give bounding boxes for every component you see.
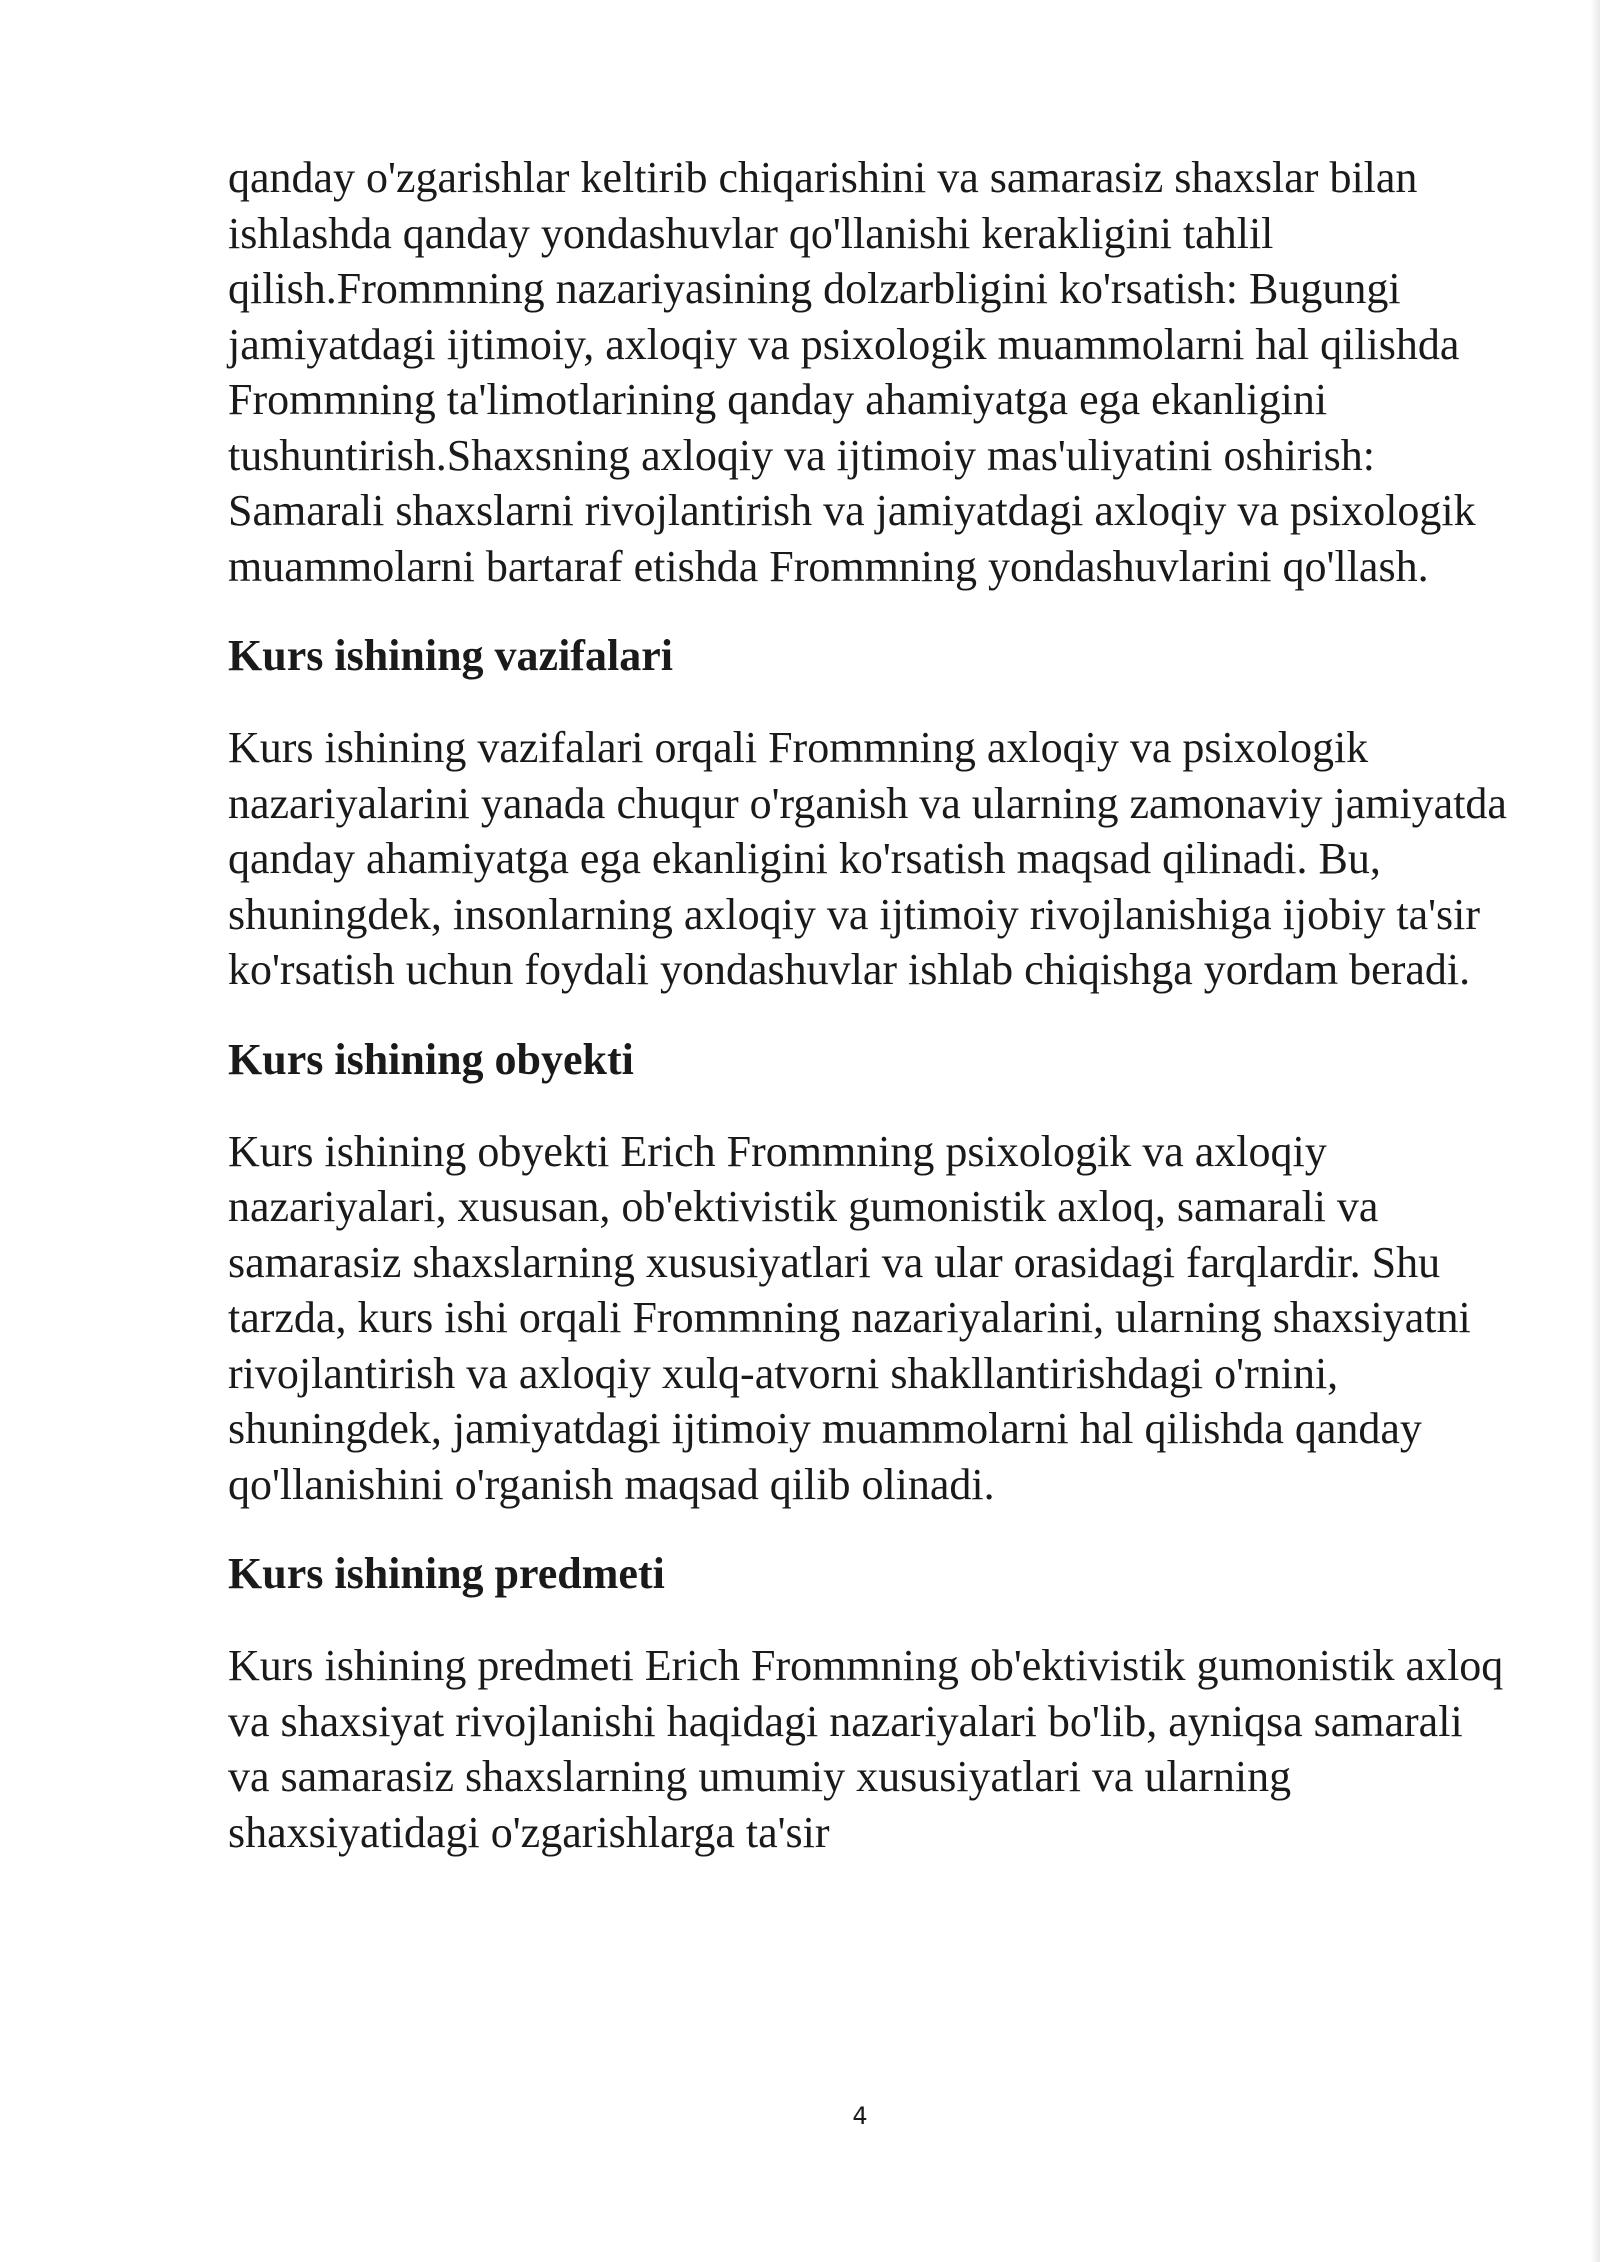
document-body xyxy=(228,150,1508,1860)
page-edge-shadow xyxy=(1590,0,1600,2262)
intro-paragraph: qanday o'zgarishlar keltirib chiqarishini va samarasiz shaxslar bilan ishlashda qanday yondashuvlar qo'llanishi kerakligini tahlil qilish.Frommning nazariyasining dolzarbligini ko'rsatish: Bugungi jamiyatdagi ijtimoiy, axloqiy va psixologik muammolarni hal qilishda Frommning ta'limotlarining qanday ahamiyatga ega ekanligini tushuntirish.Shaxsning axloqiy va ijtimoiy mas'uliyatini oshirish: Samarali shaxslarni rivojlantirish va jamiyatdagi axloqiy va psixologik muammolarni bartaraf etishda Frommning yondashuvlarini qo'llash. xyxy=(228,153,1476,591)
section-heading-vazifalari: Kurs ishining vazifalari xyxy=(228,631,673,680)
page-number: 4 xyxy=(852,2102,868,2130)
section-heading-obyekti: Kurs ishining obyekti xyxy=(228,1034,634,1084)
section-body-vazifalari: Kurs ishining vazifalari orqali Frommning axloqiy va psixologik nazariyalarini yanada chuqur o'rganish va ularning zamonaviy jamiyatda qanday ahamiyatga ega ekanligini ko'rsatish maqsad qilinadi. Bu, shuningdek, insonlarning axloqiy va ijtimoiy rivojlanishiga ijobiy ta'sir ko'rsatish uchun foydali yondashuvlar ishlab chiqishga yordam beradi. xyxy=(228,723,1507,994)
section-body-obyekti: Kurs ishining obyekti Erich Frommning psixologik va axloqiy nazariyalari, xususan, ob'ektivistik gumonistik axloq, samarali va samarasiz shaxslarning xususiyatlari va ular orasidagi farqlardir. Shu tarzda, kurs ishi orqali Frommning nazariyalarini, ularning shaxsiyatni rivojlantirish va axloqiy xulq-atvorni shakllantirishdagi o'rnini, shuningdek, jamiyatdagi ijtimoiy muammolarni hal qilishda qanday qo'llanishini o'rganish maqsad qilib olinadi. xyxy=(228,1126,1471,1509)
section-heading-predmeti: Kurs ishining predmeti xyxy=(228,1549,665,1598)
section-body-predmeti: Kurs ishining predmeti Erich Frommning ob'ektivistik gumonistik axloq va shaxsiyat rivojlanishi haqidagi nazariyalari bo'lib, ayniqsa samarali va samarasiz shaxslarning umumiy xususiyatlari va ularning shaxsiyatidagi o'zgarishlarga ta'sir xyxy=(228,1641,1504,1857)
